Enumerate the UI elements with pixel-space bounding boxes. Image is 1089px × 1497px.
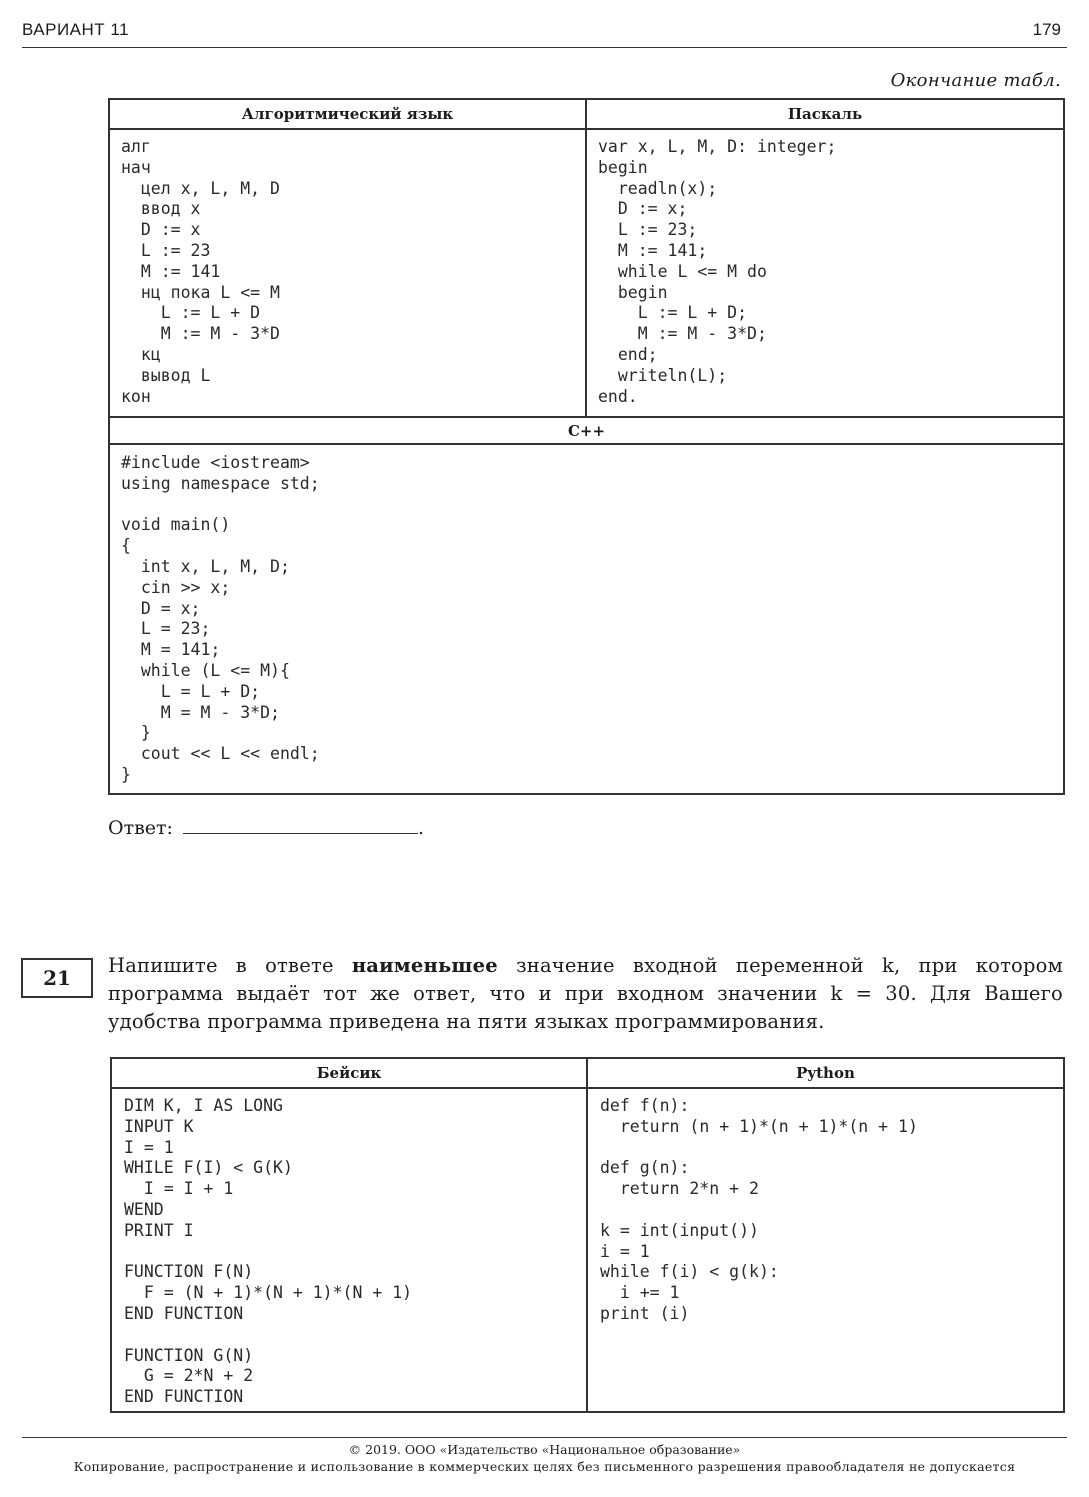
header-cpp: C++	[109, 417, 1064, 444]
answer-field	[108, 815, 424, 839]
code-table-1	[108, 98, 1065, 795]
header-pascal: Паскаль	[586, 99, 1064, 129]
code-table-2	[110, 1057, 1065, 1413]
footer-copyright: © 2019. ООО «Издательство «Национальное образование»	[348, 1442, 741, 1457]
running-header-variant: ВАРИАНТ 11	[22, 20, 130, 39]
answer-label: Ответ:	[108, 817, 173, 839]
header-basic: Бейсик	[111, 1058, 587, 1088]
footer-notice: Копирование, распространение и использование в коммерческих целях без письменного разрешения правообладателя не допускается	[73, 1459, 1016, 1474]
header-algorithmic-language: Алгоритмический язык	[109, 99, 586, 129]
task-text: Напишите в ответе наименьшее значение входной переменной k, при котором программа выдаёт тот же ответ, что и при входном значении k = 30. Для Вашего удобства программа приведена на пяти языках программирования.	[108, 954, 1063, 1033]
task-number: 21	[21, 958, 93, 998]
header-rule	[22, 47, 1067, 48]
code-basic: DIM K, I AS LONG INPUT K I = 1 WHILE F(I) < G(K) I = I + 1 WEND PRINT I FUNCTION F(N) F = (N + 1)*(N + 1)*(N + 1) END FUNCTION FUNCTION G(N) G = 2*N + 2 END FUNCTION	[124, 1096, 413, 1407]
code-pascal: var x, L, M, D: integer; begin readln(x); D := x; L := 23; M := 141; while L <= M do begin L := L + D; M := M - 3*D; end; writeln(L); end.	[598, 137, 837, 406]
answer-period: .	[417, 817, 424, 839]
task-emphasis: наименьшее	[351, 954, 498, 977]
code-cpp: #include <iostream> using namespace std; void main() { int x, L, M, D; cin >> x; D = x; L = 23; M = 141; while (L <= M){ L = L + D; M = M - 3*D; } cout << L << endl; }	[121, 453, 320, 784]
answer-blank-line[interactable]	[183, 815, 418, 834]
table-continuation-note: Окончание табл.	[890, 70, 1061, 91]
footer-rule	[22, 1437, 1067, 1438]
header-python: Python	[587, 1058, 1064, 1088]
code-python: def f(n): return (n + 1)*(n + 1)*(n + 1) def g(n): return 2*n + 2 k = int(input()) i = 1 while f(i) < g(k): i += 1 print (i)	[600, 1096, 918, 1323]
page-number: 179	[1032, 20, 1061, 39]
code-algorithmic: алг нач цел x, L, M, D ввод x D := x L := 23 M := 141 нц пока L <= M L := L + D M := M - 3*D кц вывод L кон	[121, 137, 280, 406]
